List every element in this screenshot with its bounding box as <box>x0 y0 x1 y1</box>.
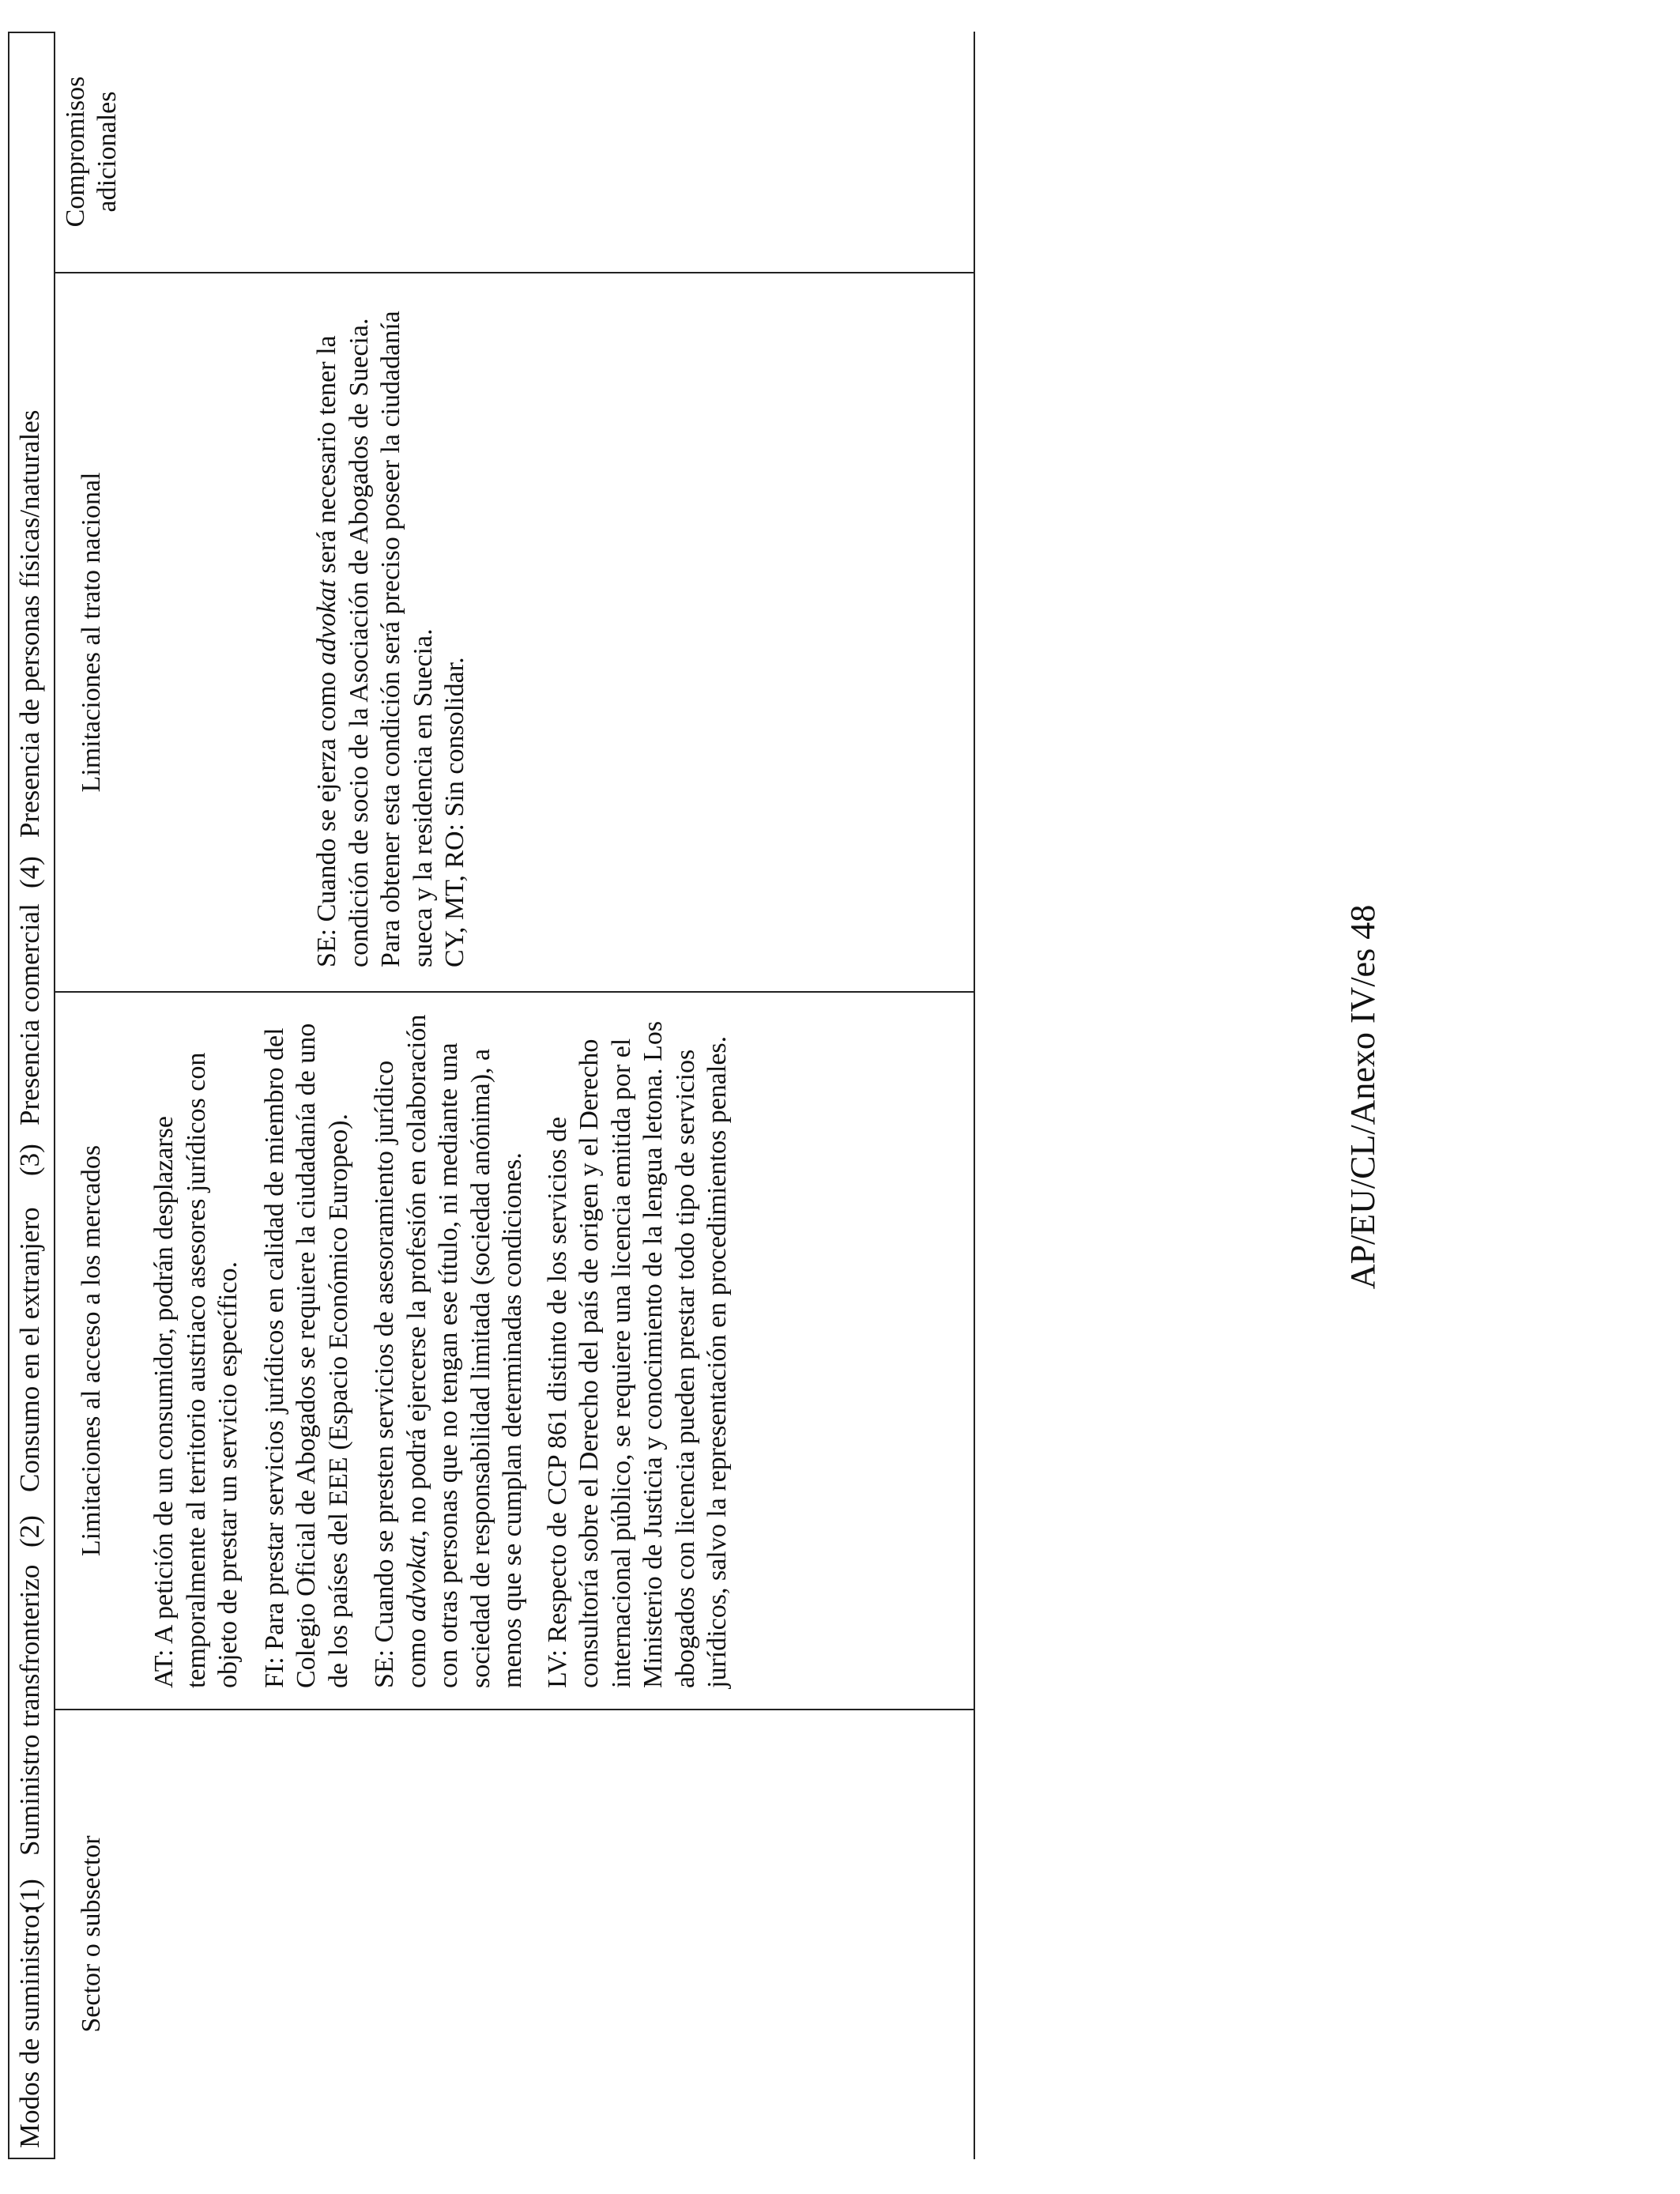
header-rule <box>54 32 55 2159</box>
market-access-fi: FI: Para prestar servicios jurídicos en calidad de miembro del Colegio Oficial de Abogados se requiere la ciudadanía de uno de los países del EEE (Espacio Económico Europeo). <box>259 1023 353 1688</box>
market-access-at: AT: A petición de un consumidor, podrán desplazarse temporalmente al territorio austriaco asesores jurídicos con objeto de prestar un servicio específico. <box>149 1052 243 1688</box>
mode-2-label: Consumo en el extranjero <box>14 1207 45 1492</box>
mode-3-label: Presencia comercial <box>14 903 45 1125</box>
column-divider-1 <box>54 1709 975 1710</box>
market-access-lv: LV: Respecto de CCP 861 distinto de los servicios de consultoría sobre el Derecho del país de origen y el Derecho internacional público, se requiere una licencia emitida por el Ministerio de Justicia y conocimiento de la lengua letona. Los abogados con licencia pueden prestar todo tipo de servicios jurídicos, salvo la representación en procedimientos penales. <box>542 1020 732 1688</box>
market-access-se-term: advokat <box>401 1536 431 1622</box>
page-footer-reference: AP/EU/CL/Anexo IV/es 48 <box>1343 904 1382 1290</box>
mode-1-number: (1) <box>14 1879 45 1911</box>
market-access-se-before: SE: Cuando se presten servicios de asesoramiento jurídico como <box>370 1060 431 1688</box>
modes-label: Modos de suministro: <box>14 1906 45 2148</box>
national-treatment-cy: CY, MT, RO: Sin consolidar. <box>440 657 469 967</box>
table-bottom-rule <box>974 32 975 2159</box>
mode-3-number: (3) <box>14 1144 45 1176</box>
market-access-column-heading: Limitaciones al acceso a los mercados <box>77 1144 106 1557</box>
mode-4-number: (4) <box>14 856 45 888</box>
mode-1-label: Suministro transfronterizo <box>14 1564 45 1856</box>
additional-commitments-column-heading: Compromisos adicionales <box>61 76 122 228</box>
national-treatment-cell <box>311 286 486 967</box>
sector-column-heading: Sector o subsector <box>77 1835 106 2033</box>
schedule-table <box>8 32 976 2159</box>
table-right-rule <box>8 32 55 33</box>
national-treatment-se-after: será necesario tener la condición de socio de la Asociación de Abogados de Suecia. Para obtener esta condición será preciso poseer la ciudadanía sueca y la residencia en Suecia. <box>312 311 438 967</box>
column-divider-3 <box>54 272 975 273</box>
national-treatment-se-term: advokat <box>312 579 341 665</box>
table-left-rule <box>8 2158 55 2159</box>
table-top-rule <box>8 32 9 2159</box>
column-divider-2 <box>54 991 975 993</box>
national-treatment-se-before: SE: Cuando se ejerza como <box>312 665 341 967</box>
market-access-cell <box>149 1007 748 1688</box>
national-treatment-se <box>311 286 439 967</box>
supply-modes-header <box>14 43 46 2148</box>
mode-4-label: Presencia de personas físicas/naturales <box>14 409 45 838</box>
market-access-se-after: , no podrá ejercerse la profesión en colaboración con otras personas que no tengan ese título, ni mediante una sociedad de responsabilidad limitada (sociedad anónima), a menos que se cumplan determinadas condiciones. <box>401 1014 527 1688</box>
mode-2-number: (2) <box>14 1515 45 1547</box>
national-treatment-column-heading: Limitaciones al trato nacional <box>77 472 106 793</box>
market-access-se <box>369 1007 529 1688</box>
